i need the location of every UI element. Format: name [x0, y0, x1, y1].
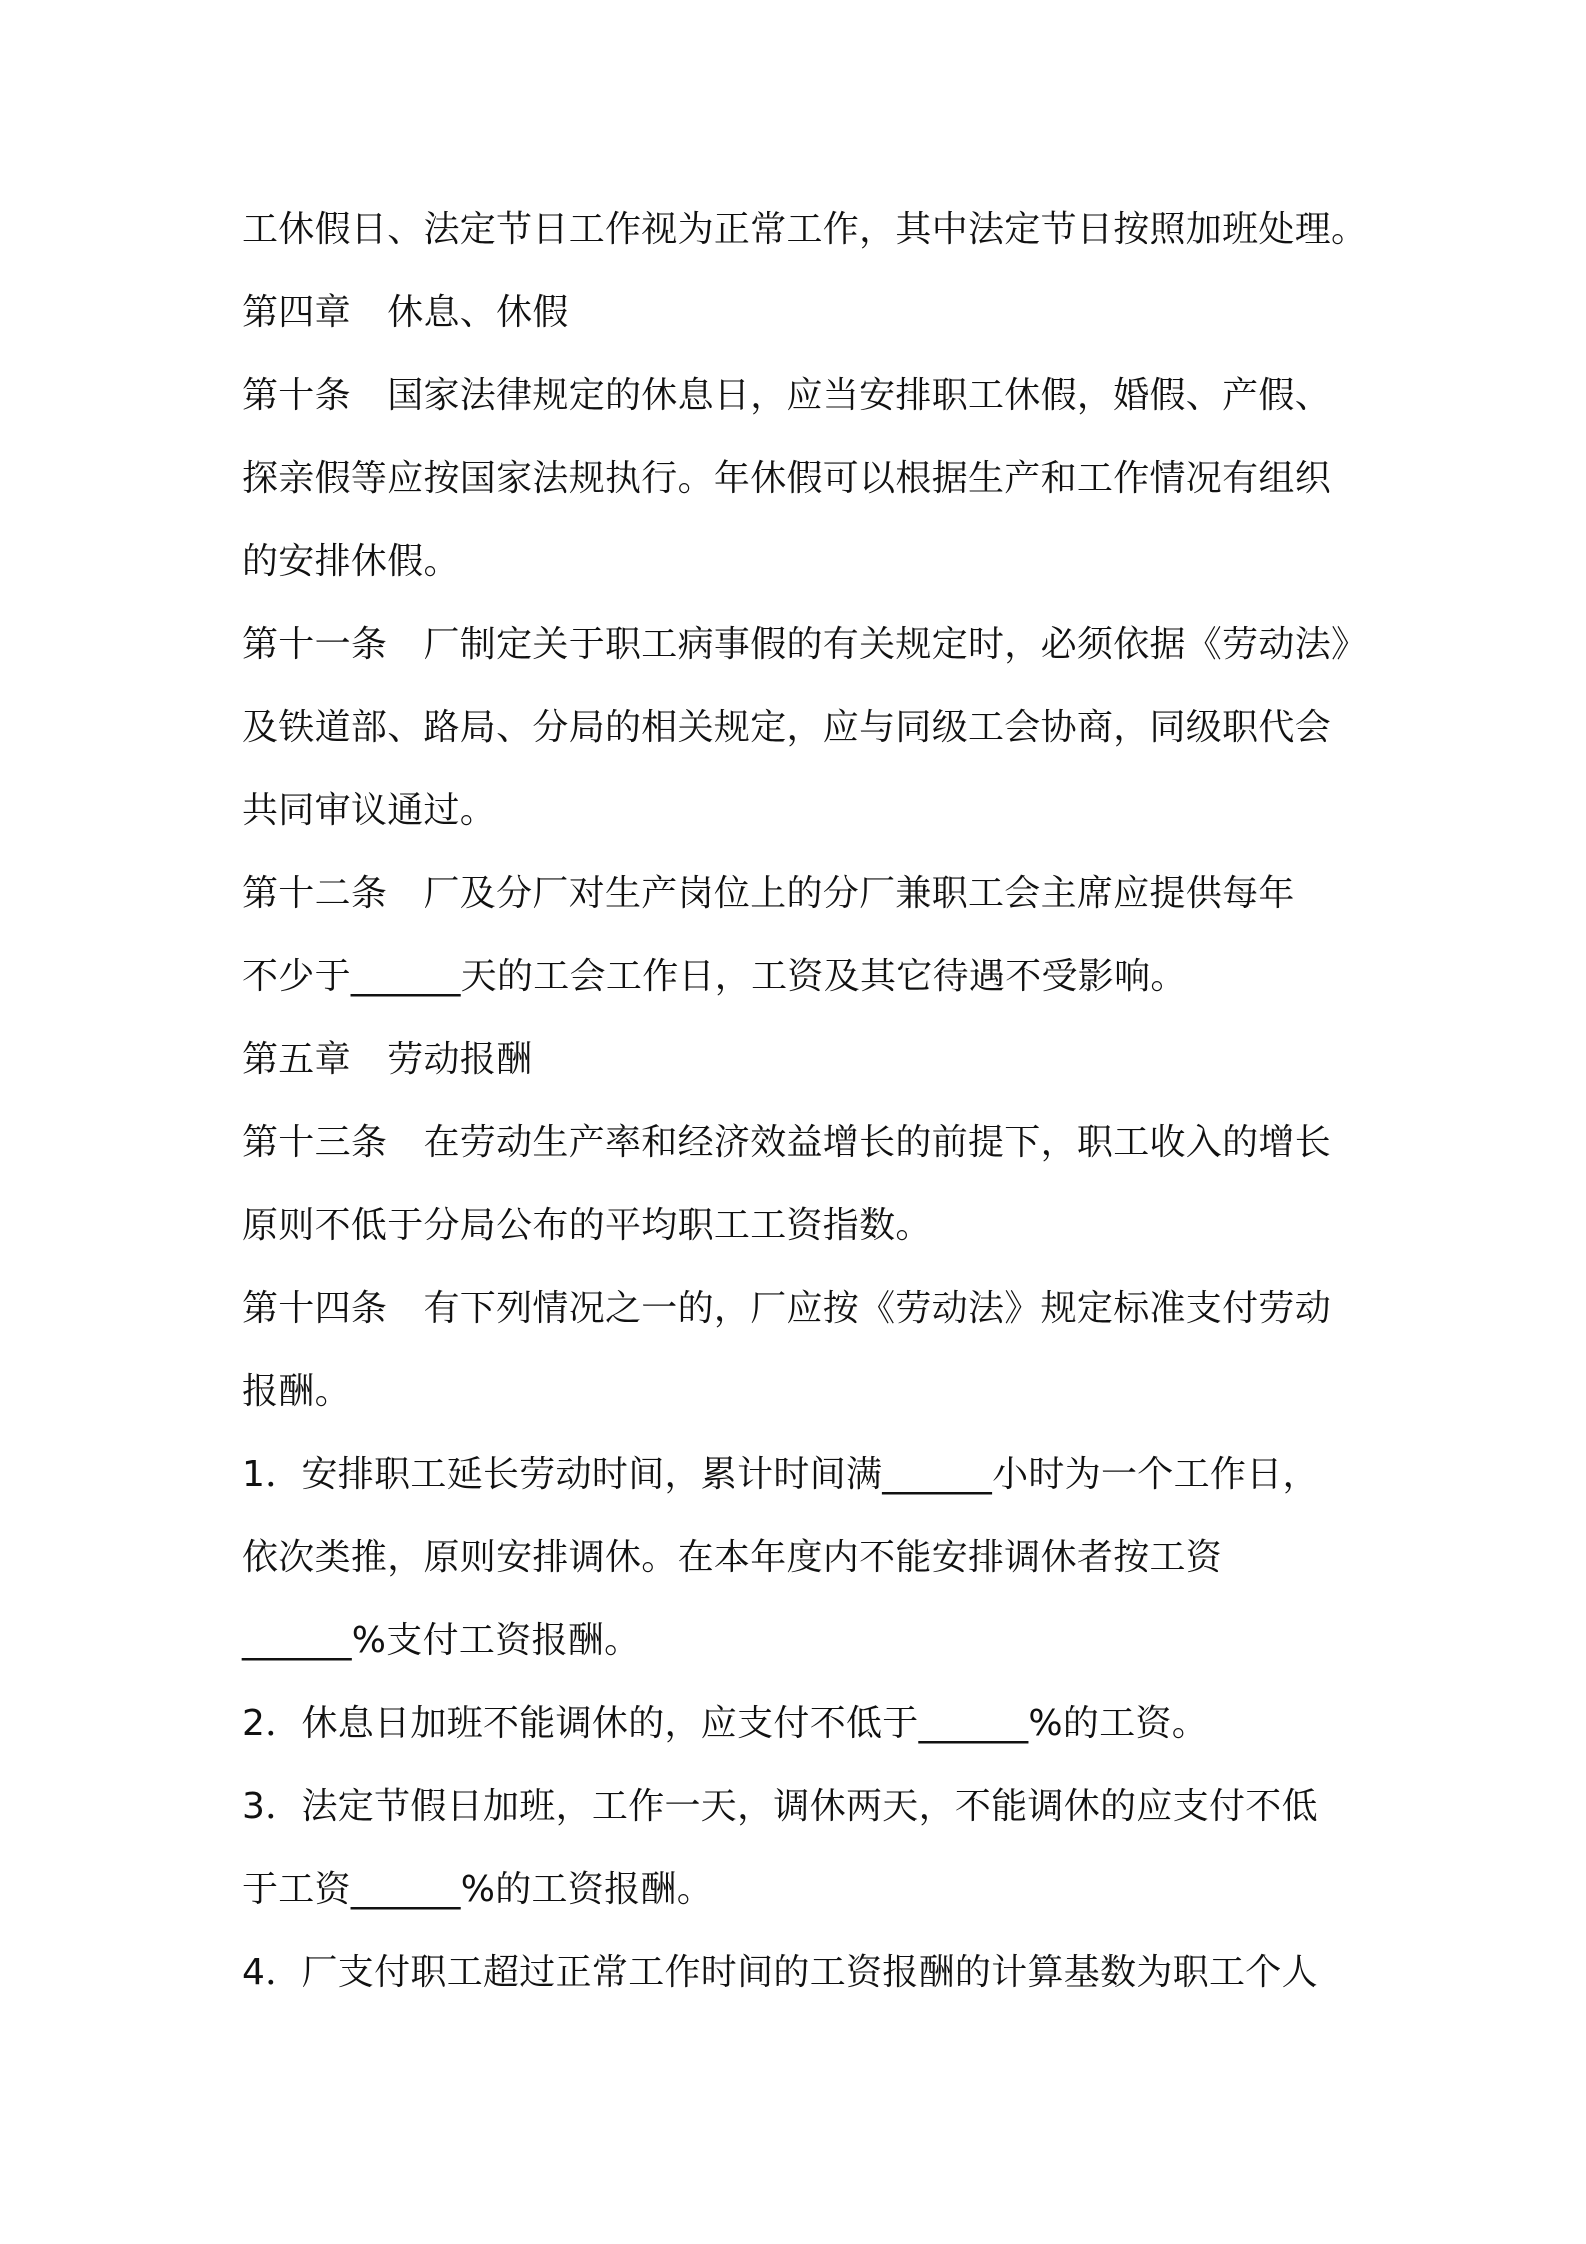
article-10-line-1: 第十条 国家法律规定的休息日，应当安排职工休假，婚假、产假、: [242, 375, 1332, 416]
item-1-line-2: 依次类推，原则安排调休。在本年度内不能安排调休者按工资: [242, 1537, 1223, 1578]
item-2-line-1: 2．休息日加班不能调休的，应支付不低于______%的工资。: [242, 1703, 1209, 1744]
chapter-heading-4: 第四章 休息、休假: [242, 292, 569, 333]
item-4-line-1: 4．厂支付职工超过正常工作时间的工资报酬的计算基数为职工个人: [242, 1952, 1318, 1993]
chapter-heading-5: 第五章 劳动报酬: [242, 1039, 533, 1080]
article-14-line-1: 第十四条 有下列情况之一的，厂应按《劳动法》规定标准支付劳动: [242, 1288, 1332, 1329]
item-3-line-2: 于工资______%的工资报酬。: [242, 1869, 714, 1910]
item-1-line-3: ______%支付工资报酬。: [242, 1620, 641, 1661]
article-13-line-2: 原则不低于分局公布的平均职工工资指数。: [242, 1205, 932, 1246]
item-1-line-1: 1．安排职工延长劳动时间，累计时间满______小时为一个工作日，: [242, 1454, 1319, 1495]
article-11-line-3: 共同审议通过。: [242, 790, 497, 831]
article-12-line-1: 第十二条 厂及分厂对生产岗位上的分厂兼职工会主席应提供每年: [242, 873, 1295, 914]
article-10-line-2: 探亲假等应按国家法规执行。年休假可以根据生产和工作情况有组织: [242, 458, 1332, 499]
article-14-line-2: 报酬。: [242, 1371, 351, 1412]
article-11-line-1: 第十一条 厂制定关于职工病事假的有关规定时，必须依据《劳动法》: [242, 624, 1368, 665]
article-11-line-2: 及铁道部、路局、分局的相关规定，应与同级工会协商，同级职代会: [242, 707, 1332, 748]
text-line-1: 工休假日、法定节日工作视为正常工作，其中法定节日按照加班处理。: [242, 209, 1368, 250]
article-12-line-2: 不少于______天的工会工作日，工资及其它待遇不受影响。: [242, 956, 1187, 997]
item-3-line-1: 3．法定节假日加班，工作一天，调休两天，不能调休的应支付不低: [242, 1786, 1318, 1827]
article-13-line-1: 第十三条 在劳动生产率和经济效益增长的前提下，职工收入的增长: [242, 1122, 1332, 1163]
article-10-line-3: 的安排休假。: [242, 541, 460, 582]
